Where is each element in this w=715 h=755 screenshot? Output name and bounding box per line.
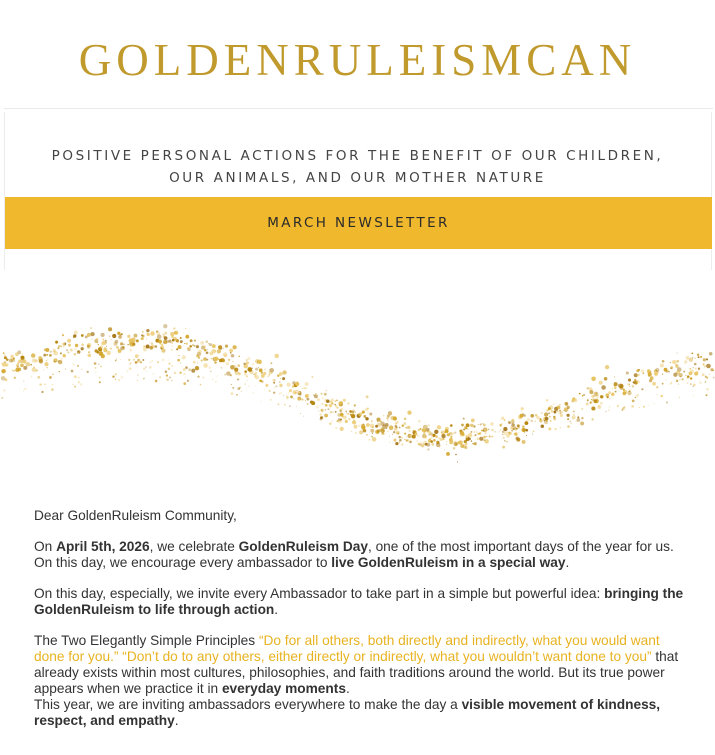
letter-body [34, 508, 684, 744]
banner-label: MARCH NEWSLETTER [267, 215, 450, 231]
paragraph-invitation: On this day, especially, we invite every Ambassador to take part in a simple but powerful idea: bringing the GoldenRuleism to life through action. [34, 586, 684, 617]
paragraph-celebration: On April 5th, 2026, we celebrate GoldenRuleism Day, one of the most important days of the year for us. On this day, we encourage every ambassador to live GoldenRuleism in a special way. [34, 539, 674, 570]
tagline-line-1: POSITIVE PERSONAL ACTIONS FOR THE BENEFIT OF OUR CHILDREN, [51, 148, 664, 164]
tagline-line-2: OUR ANIMALS, AND OUR MOTHER NATURE [169, 170, 546, 186]
paragraph-principles: The Two Elegantly Simple Principles “Do for all others, both directly and indirectly, what you would want done for you.” “Don’t do to any others, either directly or indirectly, what you wouldn’t want done to you” that already exists within most cultures, philosophies, and faith traditions around the world. But its true power appears when we practice it in everyday moments. This year, we are inviting ambassadors everywhere to make the day a visible movement of kindness, respect, and empathy. [34, 633, 679, 728]
header-divider [4, 108, 713, 109]
gold-particle-wave-illustration [0, 300, 715, 470]
tagline [0, 145, 715, 189]
greeting: Dear GoldenRuleism Community, [34, 508, 237, 523]
golden-rule-quote: “Do for all others, both directly and indirectly, what you would want done for you.” “Don’t do to any others, either directly or indirectly, what you wouldn’t want done to you” [34, 633, 660, 664]
brand-title: GOLDENRULEISMCAN [78, 35, 637, 85]
newsletter-banner [5, 197, 712, 249]
